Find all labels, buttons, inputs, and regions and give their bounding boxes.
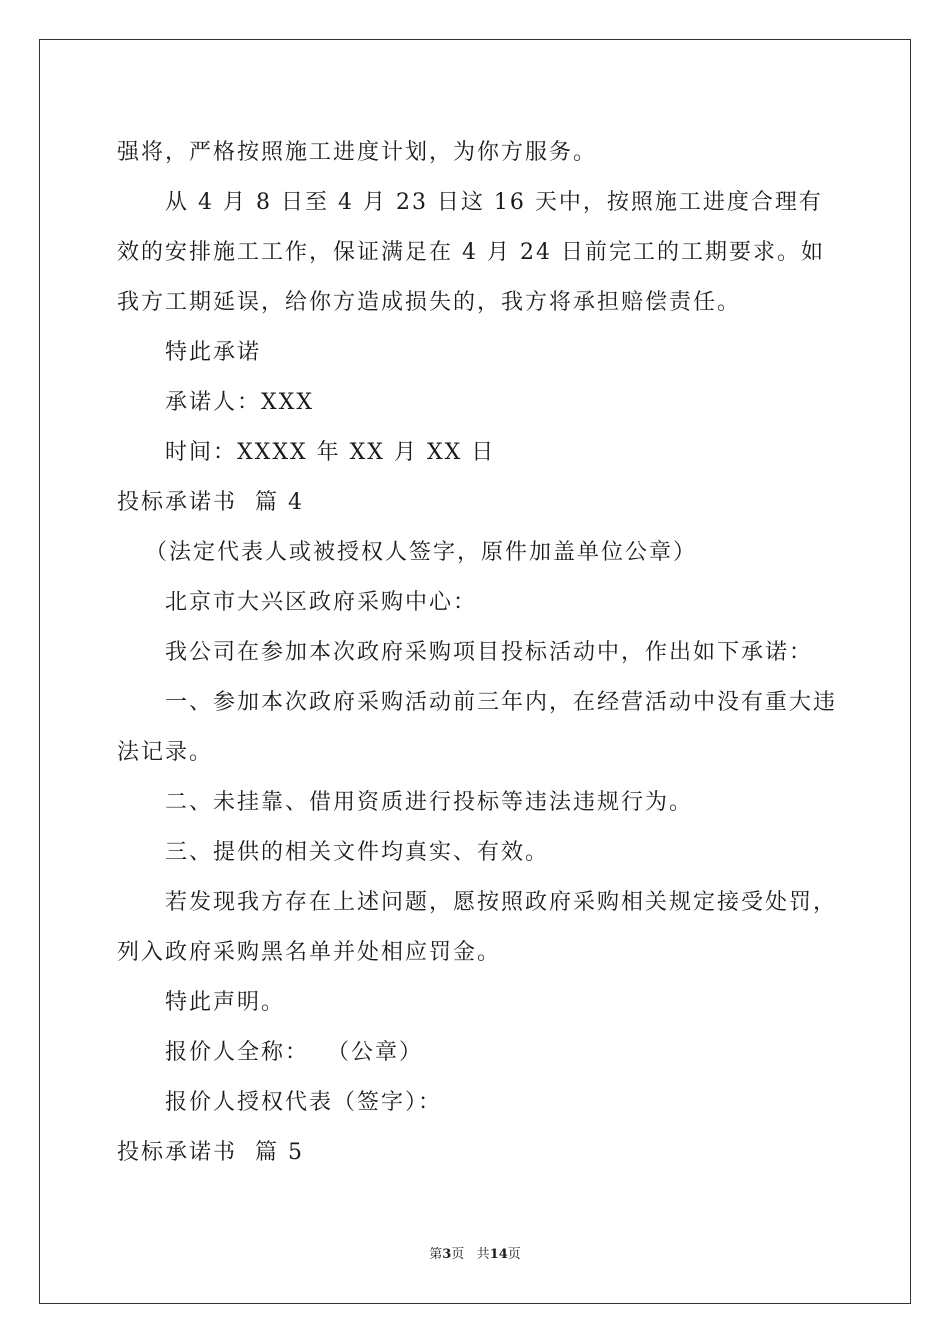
promisor-line: 承诺人：XXX: [165, 390, 314, 415]
date-line: 时间：XXXX 年 XX 月 XX 日: [165, 440, 496, 465]
footer-page-unit: 页: [451, 1247, 465, 1262]
section-heading-5: 投标承诺书 篇 5: [117, 1140, 304, 1165]
commitment-3: 三、提供的相关文件均真实、有效。: [165, 840, 550, 865]
paragraph-1: 强将，严格按照施工进度计划，为你方服务。: [117, 140, 598, 165]
commitment-2: 二、未挂靠、借用资质进行投标等违法违规行为。: [165, 790, 694, 815]
page-footer: [0, 1246, 950, 1264]
commitment-1: 一、参加本次政府采购活动前三年内，在经营活动中没有重大违法记录。: [117, 690, 838, 765]
footer-total-prefix: 共: [476, 1247, 490, 1262]
bidder-representative-line: 报价人授权代表（签字）：: [165, 1090, 443, 1115]
penalty-paragraph: 若发现我方存在上述问题，愿按照政府采购相关规定接受处罚，列入政府采购黑名单并处相应罚金。: [117, 890, 838, 965]
declaration-line: 特此声明。: [165, 990, 286, 1015]
section-heading-4: 投标承诺书 篇 4: [117, 490, 304, 515]
bidder-name-line: 报价人全称： （公章）: [165, 1040, 423, 1065]
footer-total-unit: 页: [507, 1247, 521, 1262]
paragraph-2: 从 4 月 8 日至 4 月 23 日这 16 天中，按照施工进度合理有效的安排施工工作，保证满足在 4 月 24 日前完工的工期要求。如我方工期延误，给你方造成损失的，我方将承担赔偿责任。: [117, 190, 825, 315]
recipient-line: 北京市大兴区政府采购中心：: [165, 590, 478, 615]
paragraph-intro: 我公司在参加本次政府采购项目投标活动中，作出如下承诺：: [165, 640, 814, 665]
footer-total-pages: 14: [489, 1247, 508, 1262]
document-body: [117, 128, 837, 1178]
paragraph-3: 特此承诺: [165, 340, 262, 365]
footer-page-number: 3: [442, 1247, 452, 1262]
signature-note: （法定代表人或被授权人签字，原件加盖单位公章）: [145, 540, 698, 565]
footer-prefix: 第: [429, 1247, 443, 1262]
